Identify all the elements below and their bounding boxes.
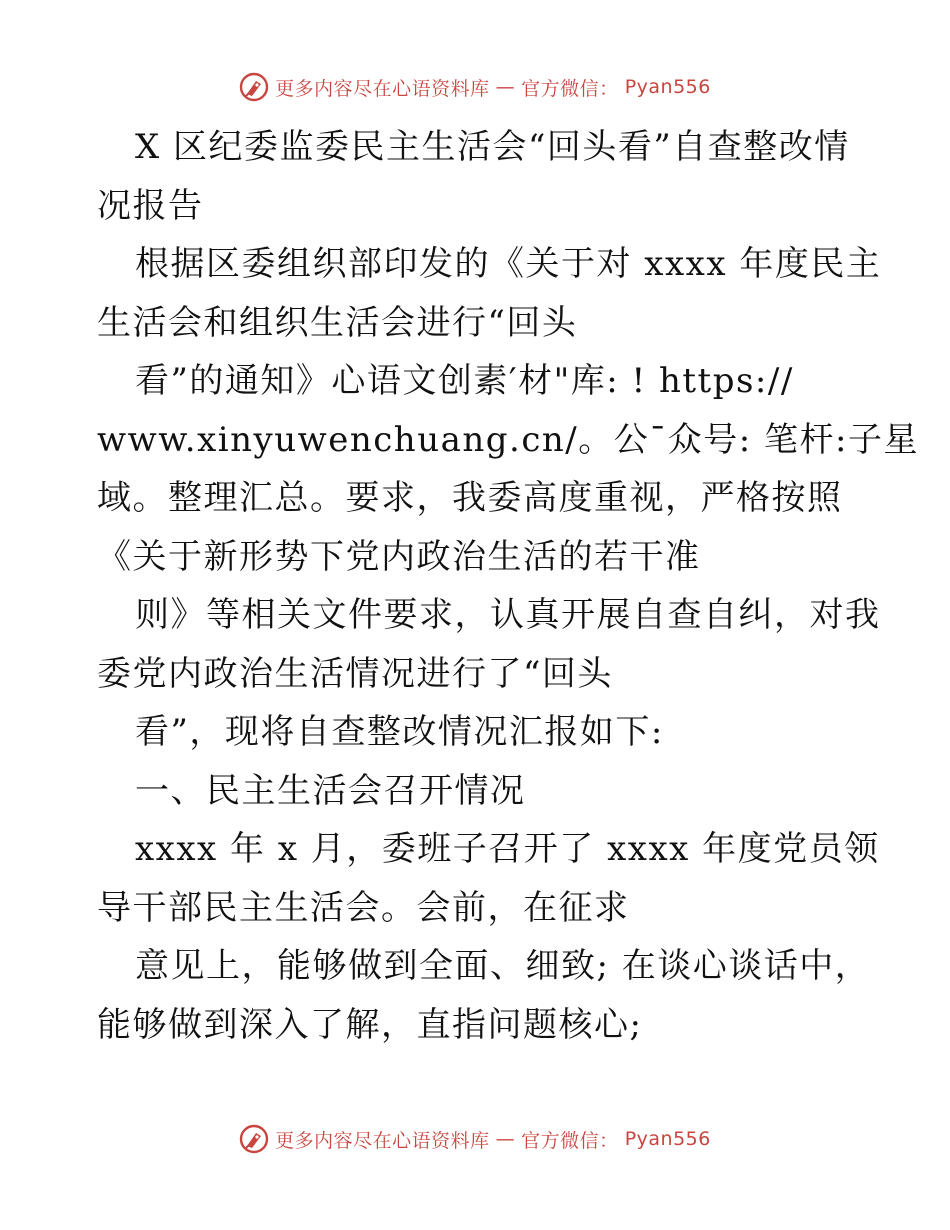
watermark-id: Pyan556: [624, 1128, 711, 1150]
watermark-label: 官方微信：: [521, 1129, 619, 1152]
paragraph-line: 域。整理汇总。要求，我委高度重视，严格按照: [97, 478, 843, 518]
paragraph-line: 导干部民主生活会。会前，在征求: [97, 887, 630, 928]
paragraph-line: 根据区委组织部印发的《关于对 xxxx 年度民主: [135, 244, 882, 284]
paragraph-line: 能够做到深入了解，直指问题核心;: [97, 1004, 643, 1045]
watermark-text: 更多内容尽在心语资料库: [275, 1129, 490, 1152]
watermark-header: [0, 72, 950, 102]
pen-nib-logo-icon: [239, 72, 269, 102]
watermark-separator: —: [495, 76, 516, 98]
watermark-separator: —: [495, 1128, 516, 1150]
paragraph-line: 意见上，能够做到全面、细致; 在谈心谈话中，: [135, 946, 871, 986]
paragraph-line: 委党内政治生活情况进行了“回头: [97, 653, 613, 694]
watermark-footer: [0, 1124, 950, 1154]
pen-nib-logo-icon: [239, 1124, 269, 1154]
paragraph-line: 看”，现将自查整改情况汇报如下:: [135, 712, 664, 752]
paragraph-line: 《关于新形势下党内政治生活的若干准: [97, 536, 701, 577]
paragraph-line: xxxx 年 x 月，委班子召开了 xxxx 年度党员领: [135, 829, 880, 869]
title-line-1: X 区纪委监委民主生活会“回头看”自查整改情: [135, 127, 850, 167]
paragraph-line: 看”的通知》心语文创素′材"库: ! https://: [135, 361, 794, 401]
section-heading: 一、民主生活会召开情况: [135, 770, 526, 811]
watermark-label: 官方微信：: [521, 77, 619, 100]
paragraph-line: www.xinyuwenchuang.cn/。公¯众号: 笔杆:子星: [97, 419, 919, 460]
paragraph-line: 则》等相关文件要求，认真开展自查自纠，对我: [135, 595, 881, 635]
title-line-2: 况报告: [97, 185, 204, 226]
document-body: [97, 118, 919, 1054]
watermark-text: 更多内容尽在心语资料库: [275, 77, 490, 100]
watermark-id: Pyan556: [624, 76, 711, 98]
paragraph-line: 生活会和组织生活会进行“回头: [97, 302, 578, 343]
